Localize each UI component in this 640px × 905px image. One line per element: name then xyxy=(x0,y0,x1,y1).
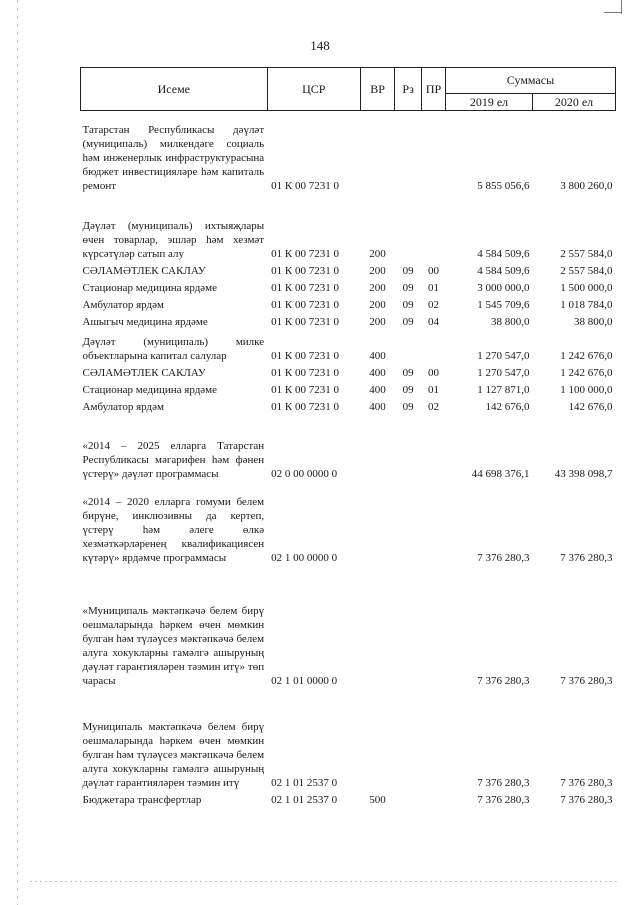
cell-rz xyxy=(395,792,422,809)
cell-name: Муниципаль мәктәпкәчә белем бирү оешмаларында һәркем өчен мөмкин булган һәм түләүсез мәктәпкәчә белем алуга хокукларны гамәлгә ашыруның дәүләт гарантияләрен тәэмин итү xyxy=(82,720,265,789)
cell-rz: 09 xyxy=(402,366,414,379)
scan-edge-left xyxy=(17,0,18,905)
table-header xyxy=(81,68,616,111)
cell-pr xyxy=(422,111,446,195)
cell-v2019: 4 584 509,6 xyxy=(477,264,530,277)
cell-pr xyxy=(422,690,446,792)
cell-rz: 09 xyxy=(402,400,414,413)
cell-pr xyxy=(422,483,446,567)
table-row xyxy=(81,792,616,809)
cell-vr xyxy=(360,416,394,483)
cell-name: Бюджетара трансфертлар xyxy=(82,793,202,806)
cell-name: Татарстан Республикасы дәүләт (муниципаль) милкендәге социаль һәм инженерлык инфраструктурасына бюджет инвестицияләре һәм капиталь ремонт xyxy=(82,123,265,192)
cell-vr xyxy=(360,111,394,195)
cell-pr: 02 xyxy=(428,400,440,413)
cell-v2020: 43 398 098,7 xyxy=(554,467,613,480)
table-row xyxy=(81,195,616,263)
table-row xyxy=(81,416,616,483)
cell-vr: 400 xyxy=(369,366,386,379)
cell-csr: 01 К 00 7231 0 xyxy=(271,349,339,362)
cell-vr: 200 xyxy=(369,247,386,260)
cell-csr: 02 1 01 0000 0 xyxy=(271,674,338,687)
cell-v2019: 1 127 871,0 xyxy=(477,383,530,396)
cell-v2019: 5 855 056,6 xyxy=(477,179,530,192)
header-name: Исеме xyxy=(81,68,268,111)
cell-pr xyxy=(422,195,446,263)
cell-v2020: 1 500 000,0 xyxy=(560,281,613,294)
cell-v2019: 4 584 509,6 xyxy=(477,247,530,260)
cell-vr: 200 xyxy=(369,281,386,294)
cell-csr: 01 К 00 7231 0 xyxy=(271,383,339,396)
cell-pr: 02 xyxy=(428,298,440,311)
cell-pr xyxy=(422,567,446,690)
table-row xyxy=(81,690,616,792)
cell-v2020: 1 100 000,0 xyxy=(560,383,613,396)
cell-rz xyxy=(395,111,422,195)
cell-v2019: 3 000 000,0 xyxy=(477,281,530,294)
cell-vr xyxy=(360,567,394,690)
cell-rz: 09 xyxy=(402,281,414,294)
cell-rz xyxy=(395,567,422,690)
cell-v2020: 7 376 280,3 xyxy=(560,551,613,564)
budget-table xyxy=(80,67,616,809)
cell-v2019: 7 376 280,3 xyxy=(477,551,530,564)
cell-pr: 01 xyxy=(428,281,440,294)
table-row xyxy=(81,263,616,280)
cell-v2020: 3 800 260,0 xyxy=(560,179,613,192)
cell-csr: 02 1 00 0000 0 xyxy=(271,551,338,564)
cell-csr: 01 К 00 7231 0 xyxy=(271,264,339,277)
cell-csr: 01 К 00 7231 0 xyxy=(271,179,339,192)
cell-rz xyxy=(395,416,422,483)
cell-name: СӘЛАМӘТЛЕК САКЛАУ xyxy=(82,366,206,379)
cell-csr: 01 К 00 7231 0 xyxy=(271,298,339,311)
page-number: 148 xyxy=(310,38,330,53)
cell-v2020: 2 557 584,0 xyxy=(560,264,613,277)
cell-v2019: 38 800,0 xyxy=(491,315,530,328)
cell-name: Амбулатор ярдәм xyxy=(82,400,164,413)
cell-v2019: 7 376 280,3 xyxy=(477,674,530,687)
header-vr: ВР xyxy=(360,68,394,111)
cell-pr: 01 xyxy=(428,383,440,396)
cell-v2019: 1 270 547,0 xyxy=(477,349,530,362)
cell-rz: 09 xyxy=(402,315,414,328)
cell-rz xyxy=(395,195,422,263)
scan-corner-mark-vertical xyxy=(621,0,622,14)
header-rz: Рз xyxy=(395,68,422,111)
scan-edge-bottom xyxy=(30,881,620,882)
header-year-2020: 2020 ел xyxy=(533,94,616,111)
table-row xyxy=(81,483,616,567)
cell-csr: 01 К 00 7231 0 xyxy=(271,366,339,379)
cell-csr: 02 1 01 2537 0 xyxy=(271,776,338,789)
cell-v2020: 142 676,0 xyxy=(568,400,613,413)
header-sums: Суммасы xyxy=(445,68,615,94)
cell-pr: 04 xyxy=(428,315,440,328)
cell-v2020: 2 557 584,0 xyxy=(560,247,613,260)
cell-v2019: 142 676,0 xyxy=(485,400,530,413)
cell-v2020: 1 242 676,0 xyxy=(560,366,613,379)
cell-pr xyxy=(422,416,446,483)
cell-name: «Муниципаль мәктәпкәчә белем бирү оешмаларында һәркем өчен мөмкин булган һәм түләүсез мәктәпкәчә белем алуга хокукларны гамәлгә ашыруның дәүләт гарантияләрен тәэмин итү» төп чарасы xyxy=(82,604,265,687)
cell-pr xyxy=(422,331,446,365)
cell-name: «2014 – 2020 елларга гомуми белем бирүне, инклюзивны да кертеп, үстерү һәм әлеге өлкә хезмәткәрләренең квалификациясен күтәрү» ярдәмче программасы xyxy=(82,495,265,564)
cell-name: Дәүләт (муниципаль) ихтыяҗлары өчен товарлар, эшләр һәм хезмәт күрсәтүләр сатып алу xyxy=(82,219,265,260)
table-body xyxy=(81,111,616,809)
cell-name: Амбулатор ярдәм xyxy=(82,298,164,311)
table-row xyxy=(81,399,616,416)
table-row xyxy=(81,297,616,314)
cell-v2020: 38 800,0 xyxy=(574,315,613,328)
cell-name: Ашыгыч медицина ярдәме xyxy=(82,315,208,328)
header-year-2019: 2019 ел xyxy=(445,94,532,111)
cell-v2020: 7 376 280,3 xyxy=(560,776,613,789)
cell-name: Стационар медицина ярдәме xyxy=(82,281,218,294)
cell-rz xyxy=(395,483,422,567)
cell-rz: 09 xyxy=(402,383,414,396)
cell-vr: 400 xyxy=(369,349,386,362)
cell-v2019: 7 376 280,3 xyxy=(477,776,530,789)
cell-vr xyxy=(360,690,394,792)
table-row xyxy=(81,365,616,382)
cell-name: Стационар медицина ярдәме xyxy=(82,383,218,396)
cell-v2020: 1 242 676,0 xyxy=(560,349,613,362)
cell-csr: 02 1 01 2537 0 xyxy=(271,793,338,806)
cell-v2019: 7 376 280,3 xyxy=(477,793,530,806)
cell-name: Дәүләт (муниципаль) милке объектларына капитал салулар xyxy=(82,335,265,362)
cell-vr: 500 xyxy=(369,793,386,806)
cell-pr xyxy=(422,792,446,809)
cell-v2019: 1 545 709,6 xyxy=(477,298,530,311)
cell-pr: 00 xyxy=(428,366,440,379)
table-row xyxy=(81,314,616,331)
cell-vr xyxy=(360,483,394,567)
cell-csr: 01 К 00 7231 0 xyxy=(271,315,339,328)
cell-rz xyxy=(395,331,422,365)
cell-rz: 09 xyxy=(402,298,414,311)
cell-pr: 00 xyxy=(428,264,440,277)
header-pr: ПР xyxy=(422,68,446,111)
cell-vr: 200 xyxy=(369,264,386,277)
cell-v2020: 7 376 280,3 xyxy=(560,793,613,806)
cell-v2020: 7 376 280,3 xyxy=(560,674,613,687)
cell-vr: 400 xyxy=(369,400,386,413)
table-row xyxy=(81,111,616,195)
cell-csr: 01 К 00 7231 0 xyxy=(271,247,339,260)
cell-v2020: 1 018 784,0 xyxy=(560,298,613,311)
cell-name: «2014 – 2025 елларга Татарстан Республикасы мәгарифен һәм фәнен үстерү» дәүләт программасы xyxy=(82,439,265,480)
cell-vr: 400 xyxy=(369,383,386,396)
cell-vr: 200 xyxy=(369,315,386,328)
cell-csr: 02 0 00 0000 0 xyxy=(271,467,338,480)
cell-name: СӘЛАМӘТЛЕК САКЛАУ xyxy=(82,264,206,277)
table-row xyxy=(81,567,616,690)
cell-vr: 200 xyxy=(369,298,386,311)
cell-csr: 01 К 00 7231 0 xyxy=(271,400,339,413)
cell-rz: 09 xyxy=(402,264,414,277)
cell-v2019: 1 270 547,0 xyxy=(477,366,530,379)
cell-csr: 01 К 00 7231 0 xyxy=(271,281,339,294)
cell-rz xyxy=(395,690,422,792)
table-row xyxy=(81,280,616,297)
table-row xyxy=(81,331,616,365)
header-csr: ЦСР xyxy=(267,68,360,111)
table-row xyxy=(81,382,616,399)
cell-v2019: 44 698 376,1 xyxy=(471,467,530,480)
scan-corner-mark xyxy=(604,12,622,13)
